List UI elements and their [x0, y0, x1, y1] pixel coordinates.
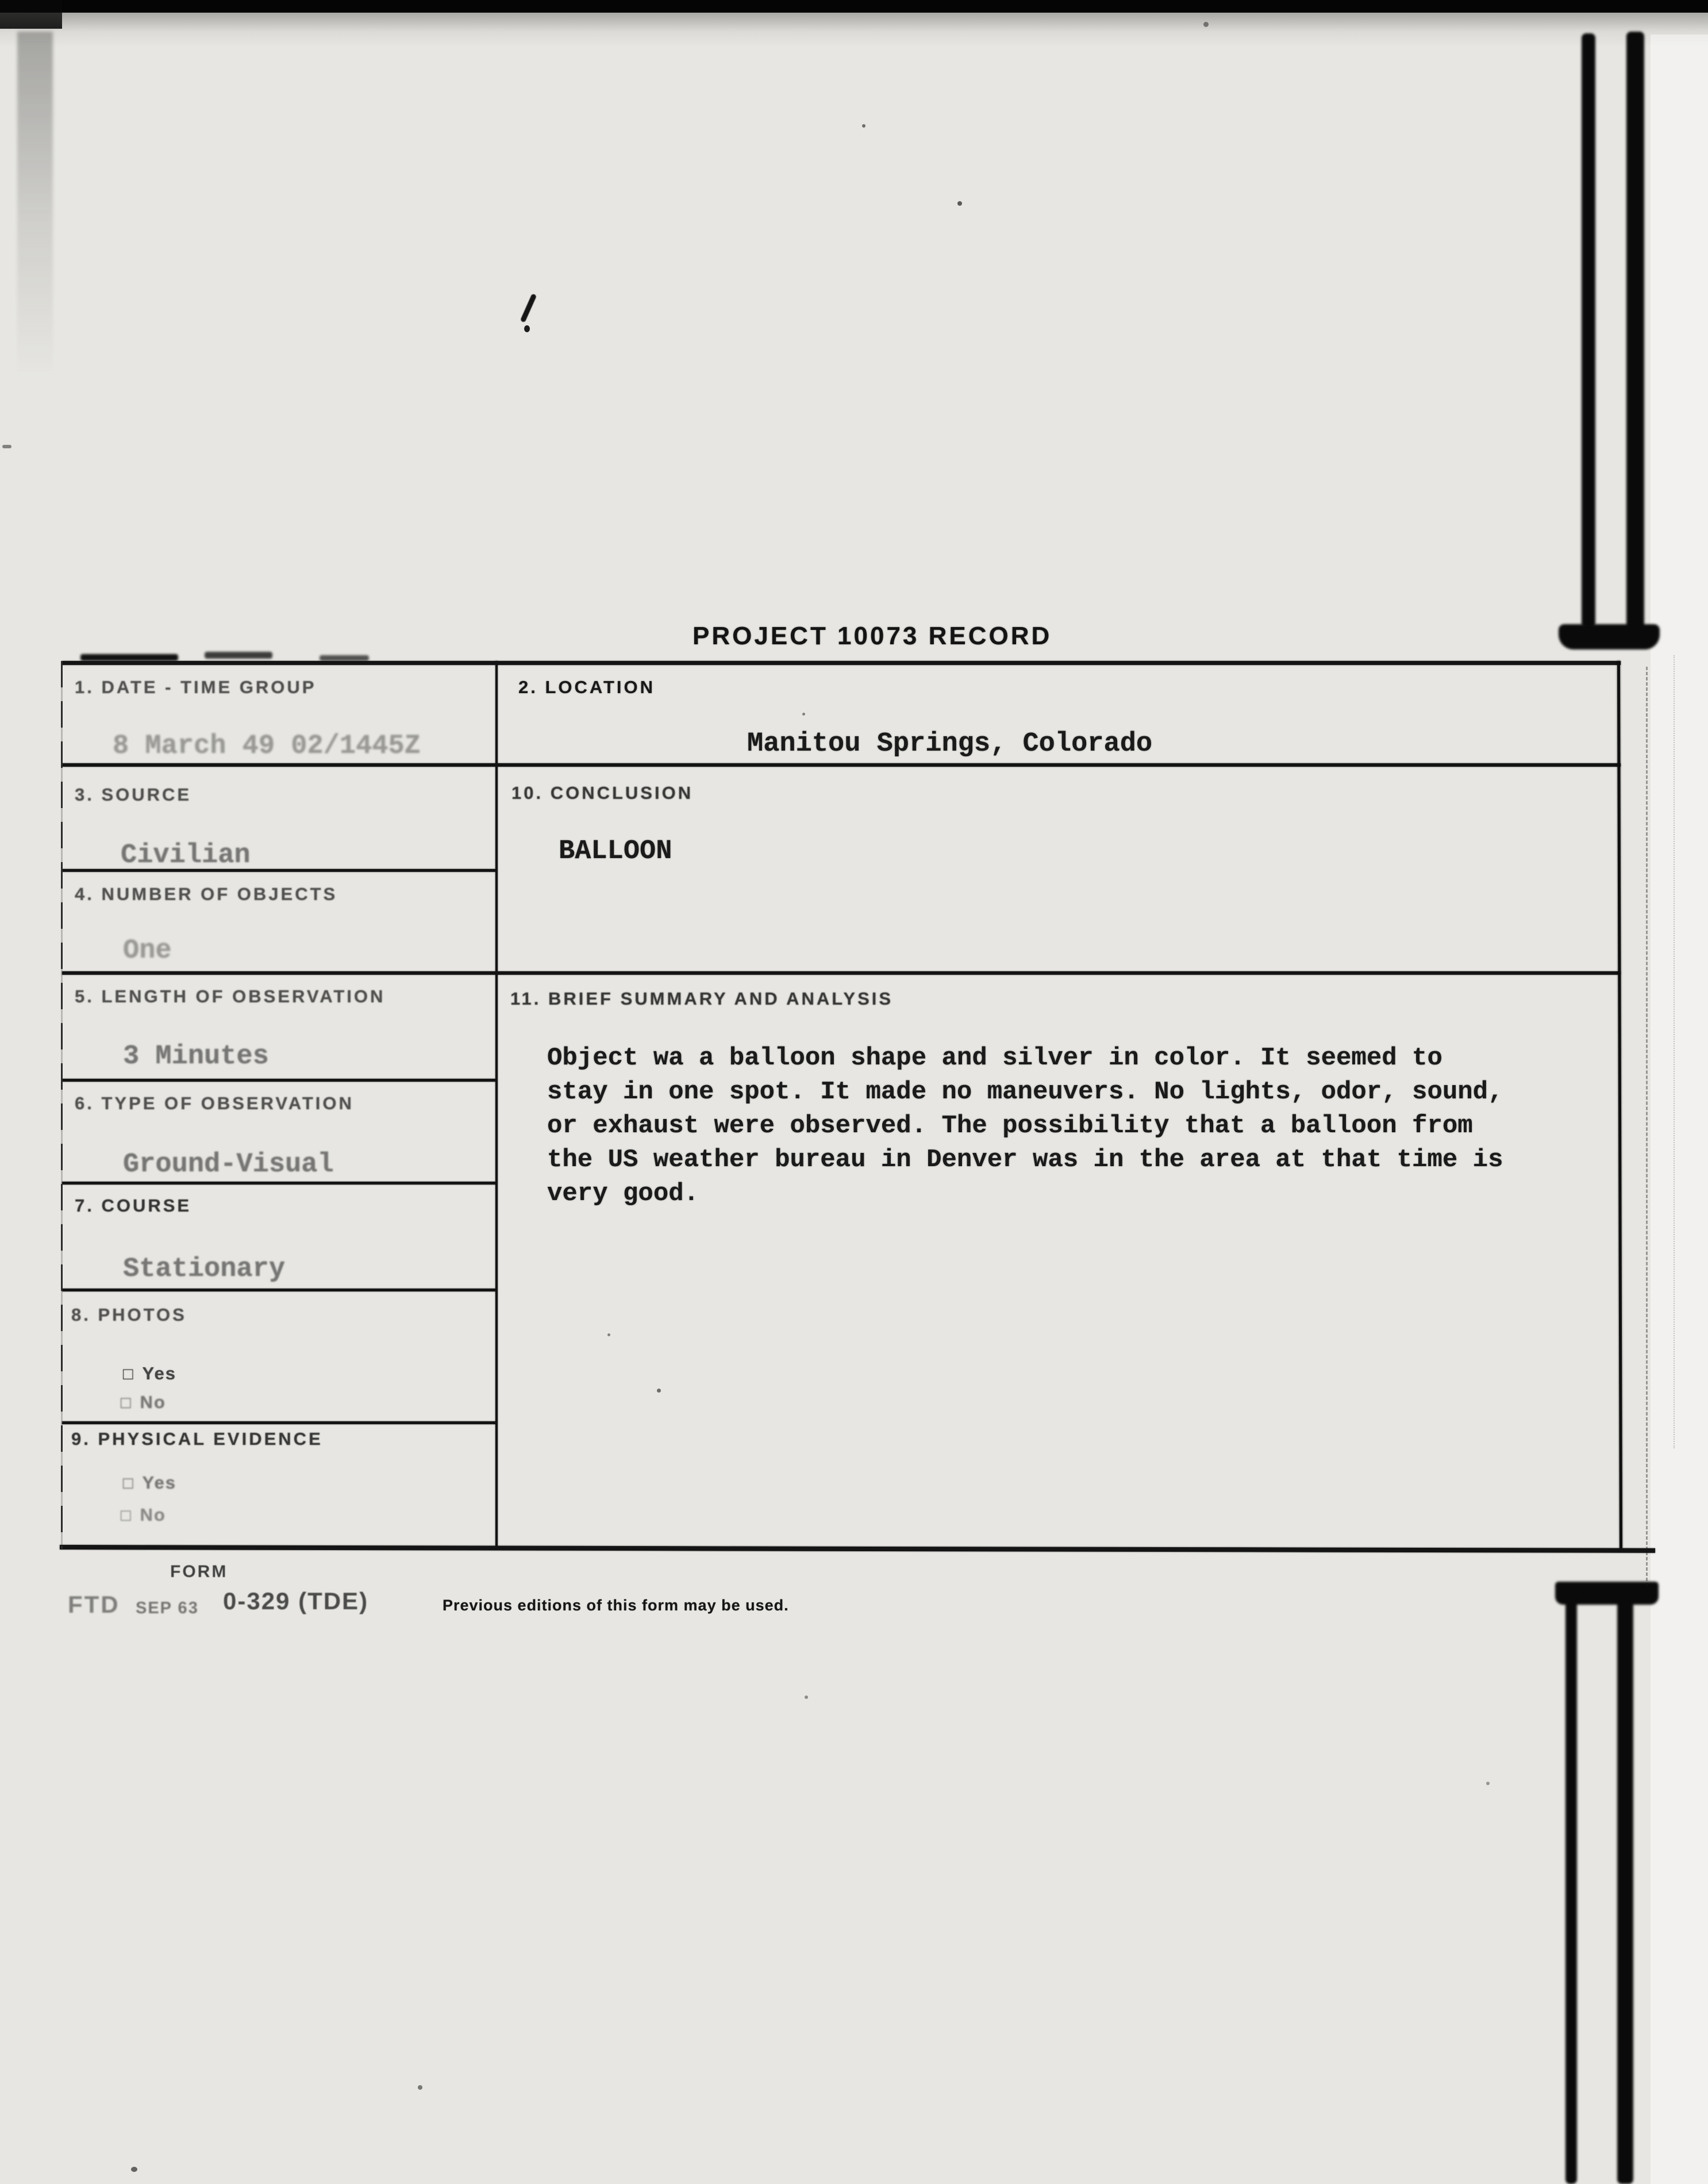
summary-line: stay in one spot. It made no maneuvers. No lights, odor, sound,	[547, 1078, 1503, 1106]
brief-summary-text	[547, 1041, 1656, 1211]
row-divider	[62, 1079, 497, 1082]
film-sprocket-foot	[1559, 624, 1660, 649]
summary-line: Object wa a balloon shape and silver in color. It seemed to	[547, 1044, 1442, 1072]
field-value-length-of-observation: 3 Minutes	[123, 1041, 269, 1072]
field-label-photos: 8. PHOTOS	[71, 1305, 187, 1325]
field-value-type-of-observation: Ground-Visual	[123, 1149, 334, 1180]
field-label-brief-summary: 11. BRIEF SUMMARY AND ANALYSIS	[510, 989, 894, 1009]
field-label-source: 3. SOURCE	[75, 785, 192, 805]
ink-speck	[657, 1389, 661, 1393]
film-sprocket-bar	[1626, 32, 1644, 629]
row-divider	[62, 763, 1621, 767]
ink-speck	[1203, 22, 1209, 27]
summary-line: or exhaust were observed. The possibility that a balloon from	[547, 1112, 1473, 1140]
field-label-number-of-objects: 4. NUMBER OF OBJECTS	[75, 884, 338, 904]
physical-evidence-yes-label: Yes	[142, 1472, 176, 1493]
physical-evidence-no-option	[121, 1505, 166, 1525]
ink-speck	[607, 1333, 610, 1336]
ink-smear	[80, 654, 178, 661]
scan-dot-line	[1674, 655, 1675, 1448]
physical-evidence-no-label: No	[140, 1505, 166, 1525]
scan-shadow-top	[0, 13, 1708, 47]
field-value-number-of-objects: One	[123, 936, 172, 966]
ink-smear	[320, 655, 369, 661]
physical-evidence-yes-option	[123, 1472, 176, 1493]
checkbox-icon: □	[121, 1506, 132, 1525]
field-value-conclusion: BALLOON	[559, 836, 672, 867]
page-edge-highlight	[1651, 34, 1708, 2184]
field-label-length-of-observation: 5. LENGTH OF OBSERVATION	[75, 986, 386, 1006]
ink-speck	[805, 1695, 808, 1699]
photos-yes-option	[123, 1363, 176, 1384]
field-label-physical-evidence: 9. PHYSICAL EVIDENCE	[71, 1429, 323, 1449]
ink-speck	[1486, 1782, 1490, 1785]
summary-line: the US weather bureau in Denver was in the area at that time is	[547, 1145, 1503, 1174]
footer-form-date: SEP 63	[136, 1599, 199, 1617]
field-value-location: Manitou Springs, Colorado	[747, 729, 1153, 759]
film-sprocket-bar	[1582, 33, 1595, 628]
footer-form-word: FORM	[170, 1562, 228, 1581]
ink-smear	[205, 652, 272, 659]
table-border-left	[61, 661, 63, 1549]
page-title: PROJECT 10073 RECORD	[693, 622, 1052, 650]
summary-line: very good.	[547, 1179, 699, 1208]
footer-form-number: 0-329 (TDE)	[223, 1587, 369, 1614]
column-divider	[495, 661, 498, 1549]
row-divider	[62, 1182, 497, 1185]
row-divider	[62, 1421, 497, 1424]
photos-no-option	[121, 1392, 166, 1413]
checkbox-icon: □	[123, 1365, 134, 1383]
row-divider	[62, 971, 1621, 975]
photos-no-label: No	[140, 1392, 166, 1412]
ink-speck	[957, 201, 962, 206]
ink-speck	[131, 2167, 137, 2172]
field-label-location: 2. LOCATION	[518, 677, 656, 697]
field-value-source: Civilian	[121, 840, 251, 871]
ink-speck	[2, 445, 11, 448]
scan-shadow-left	[17, 32, 53, 376]
field-label-course: 7. COURSE	[75, 1195, 192, 1216]
pen-slash-mark	[520, 293, 537, 322]
ink-speck	[802, 713, 805, 716]
field-label-conclusion: 10. CONCLUSION	[511, 783, 694, 803]
field-value-date-time-group: 8 March 49 02/1445Z	[113, 731, 421, 762]
row-divider	[62, 1289, 497, 1291]
film-sprocket-bar	[1617, 1599, 1633, 2184]
film-sprocket-bar	[1565, 1599, 1577, 2184]
table-border-bottom	[60, 1545, 1655, 1553]
field-label-type-of-observation: 6. TYPE OF OBSERVATION	[75, 1093, 354, 1113]
ink-speck	[418, 2085, 422, 2090]
field-label-date-time-group: 1. DATE - TIME GROUP	[75, 677, 317, 697]
checkbox-icon: □	[121, 1394, 132, 1412]
footer-agency: FTD	[68, 1591, 120, 1618]
ink-speck	[862, 124, 865, 128]
ink-speck	[524, 325, 530, 332]
field-value-course: Stationary	[123, 1254, 286, 1285]
checkbox-icon: □	[123, 1474, 134, 1493]
photos-yes-label: Yes	[142, 1363, 176, 1383]
table-border-top	[62, 661, 1621, 665]
footer-note: Previous editions of this form may be used.	[443, 1597, 789, 1614]
film-top-strip	[0, 0, 1708, 13]
